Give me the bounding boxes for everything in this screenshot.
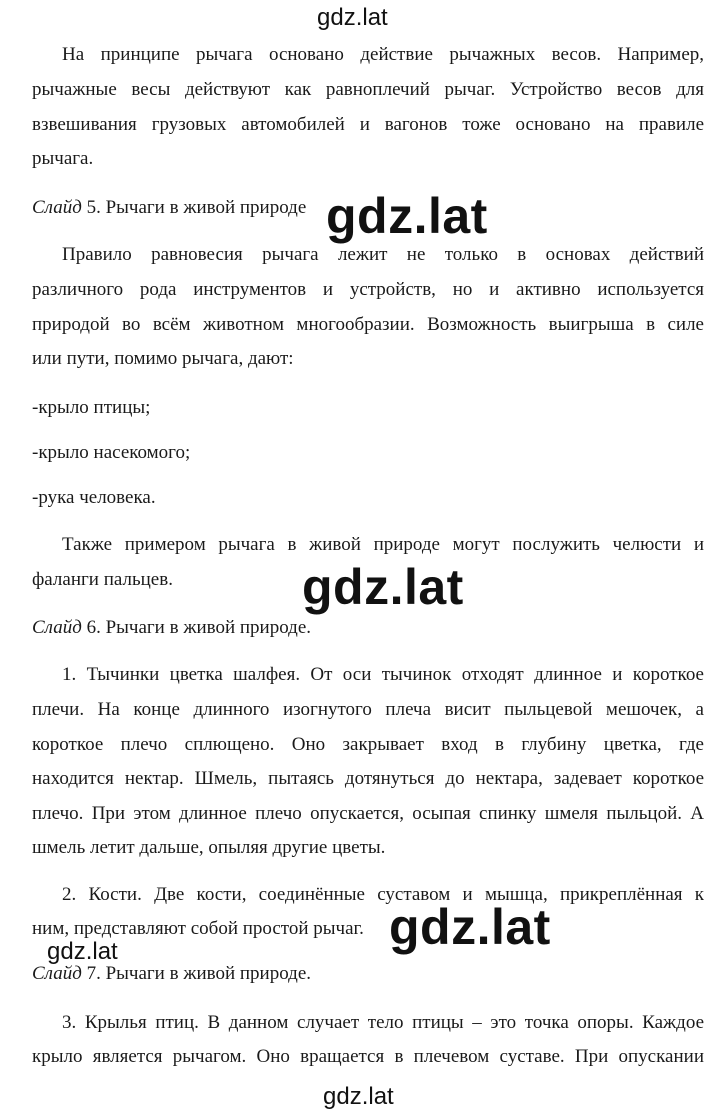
slide-label: Слайд	[32, 197, 82, 218]
watermark-large: gdz.lat	[302, 559, 464, 615]
watermark-large: gdz.lat	[389, 899, 551, 955]
text-line: Также примером рычага в живой природе могут послужить челюсти и	[62, 534, 704, 555]
slide-heading-7	[32, 962, 704, 986]
text-line: 1. Тычинки цветка шалфея. От оси тычинок отходят длинное и короткое	[62, 664, 704, 685]
watermark-large: gdz.lat	[326, 188, 488, 244]
slide-label: Слайд	[32, 617, 82, 638]
watermark-bottom: gdz.lat	[323, 1083, 394, 1110]
text-line: взвешивания грузовых автомобилей и вагонов тоже основано на правиле	[32, 114, 704, 135]
slide-title: 5. Рычаги в живой природе	[81, 197, 307, 218]
text-line: Правило равновесия рычага лежит не только в основах действий	[62, 244, 704, 265]
text-line: различного рода инструментов и устройств, но и активно используется	[32, 279, 704, 300]
text-line: фаланги пальцев.	[32, 569, 173, 590]
list-item: -крыло птицы;	[32, 397, 151, 418]
text-line: находится нектар. Шмель, пытаясь дотянуться до нектара, задевает короткое	[32, 768, 704, 789]
text-line: плечи. На конце длинного изогнутого плеча висит пыльцевой мешочек, а	[32, 699, 704, 720]
text-line: 3. Крылья птиц. В данном случает тело птицы – это точка опоры. Каждое	[62, 1012, 704, 1033]
list-item: -рука человека.	[32, 487, 156, 508]
text-line: крыло является рычагом. Оно вращается в плечевом суставе. При опускании	[32, 1046, 704, 1067]
text-line: природой во всём животном многообразии. Возможность выигрыша в силе	[32, 314, 704, 335]
list-item: -крыло насекомого;	[32, 442, 191, 463]
text-line: шмель летит дальше, опыляя другие цветы.	[32, 837, 386, 858]
text-line: короткое плечо сплющено. Оно закрывает вход в глубину цветка, где	[32, 734, 704, 755]
slide-title: 7. Рычаги в живой природе.	[81, 963, 312, 984]
watermark-top: gdz.lat	[317, 4, 388, 31]
text-line: На принципе рычага основано действие рычажных весов. Например,	[62, 44, 704, 65]
text-line: плечо. При этом длинное плечо опускается, осыпая спинку шмеля пыльцой. А	[32, 803, 704, 824]
watermark-small: gdz.lat	[47, 938, 118, 965]
text-line: 2. Кости. Две кости, соединённые суставом и мышца, прикреплённая к	[62, 884, 704, 905]
slide-title: 6. Рычаги в живой природе.	[81, 617, 312, 638]
text-line: рычага.	[32, 148, 94, 169]
text-line: ним, представляют собой простой рычаг.	[32, 918, 364, 939]
text-line: или пути, помимо рычага, дают:	[32, 348, 294, 369]
slide-label: Слайд	[32, 963, 82, 984]
text-line: рычажные весы действуют как равноплечий рычаг. Устройство весов для	[32, 79, 704, 100]
slide-heading-6	[32, 616, 704, 640]
